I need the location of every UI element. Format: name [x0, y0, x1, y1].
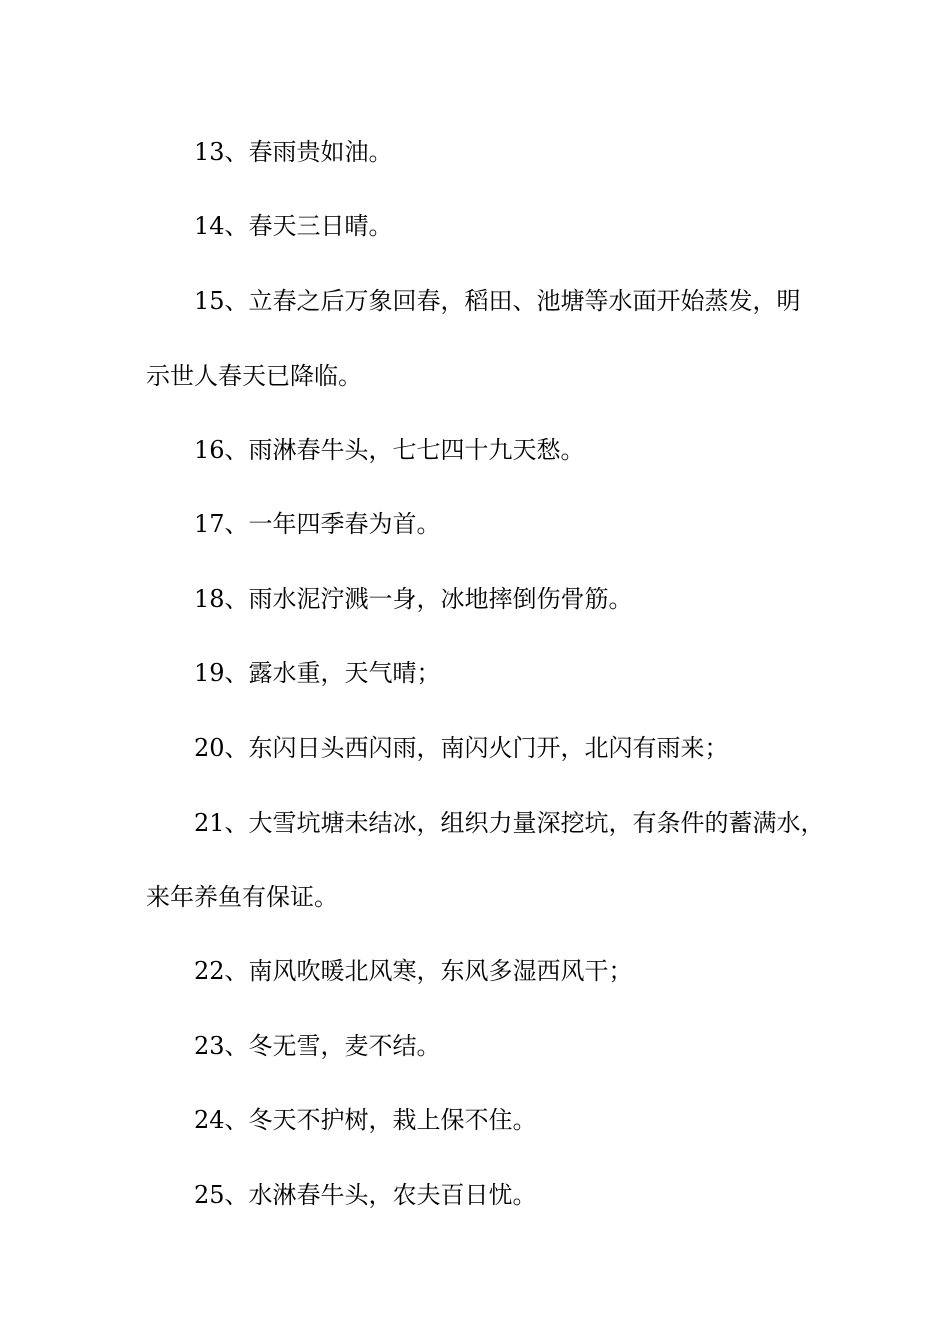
paragraph-13: 13、春雨贵如油。	[194, 138, 393, 166]
paragraph-19: 19、露水重，天气晴；	[194, 659, 441, 687]
paragraph-14: 14、春天三日晴。	[194, 212, 393, 240]
paragraph-16: 16、雨淋春牛头，七七四十九天愁。	[194, 436, 585, 464]
paragraph-24: 24、冬天不护树，栽上保不住。	[194, 1106, 537, 1134]
paragraph-15-line-1: 15、立春之后万象回春，稻田、池塘等水面开始蒸发，明	[194, 287, 801, 315]
paragraph-23: 23、冬无雪，麦不结。	[194, 1032, 441, 1060]
paragraph-21-line-2: 来年养鱼有保证。	[146, 883, 338, 911]
paragraph-17: 17、一年四季春为首。	[194, 510, 441, 538]
paragraph-22: 22、南风吹暖北风寒，东风多湿西风干；	[194, 957, 633, 985]
paragraph-21-line-1: 21、大雪坑塘未结冰，组织力量深挖坑，有条件的蓄满水，	[194, 809, 825, 837]
paragraph-25: 25、水淋春牛头，农夫百日忧。	[194, 1181, 537, 1209]
paragraph-20: 20、东闪日头西闪雨，南闪火门开，北闪有雨来；	[194, 734, 729, 762]
paragraph-18: 18、雨水泥泞溅一身，冰地摔倒伤骨筋。	[194, 585, 633, 613]
paragraph-15-line-2: 示世人春天已降临。	[146, 362, 362, 390]
